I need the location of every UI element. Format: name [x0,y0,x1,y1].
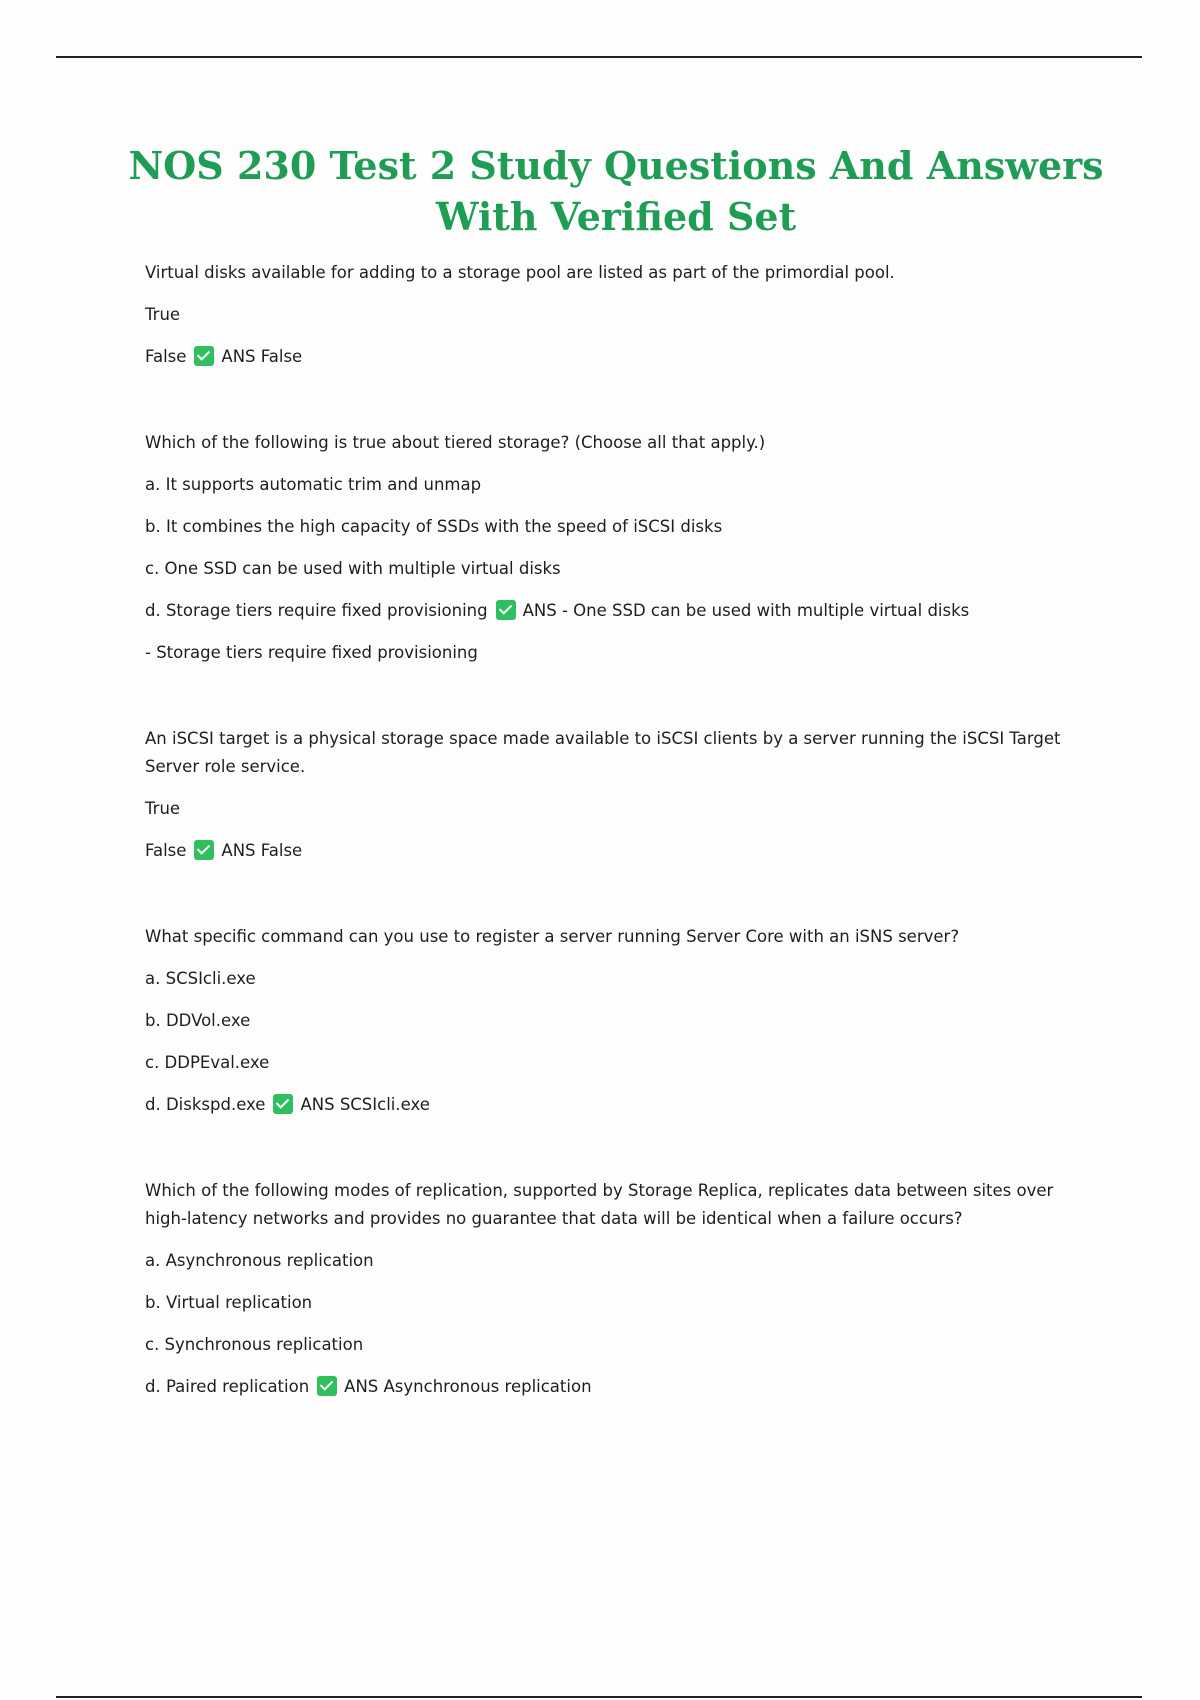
check-mark-icon [496,600,516,620]
question-stem: Which of the following is true about tiered storage? (Choose all that apply.) [145,433,766,452]
document-title: NOS 230 Test 2 Study Questions And Answers With Verified Set [128,143,1104,239]
correct-answer: ANS SCSIcli.exe [300,1095,430,1114]
correct-answer: ANS False [221,841,303,860]
correct-answer: ANS Asynchronous replication [344,1377,592,1396]
answer-option: c. DDPEval.exe [145,1053,270,1072]
answer-line [145,1373,1085,1401]
answer-line [145,1091,1085,1119]
question-block [145,259,1085,371]
answer-option: b. Virtual replication [145,1293,313,1312]
answer-line [145,597,1085,625]
check-mark-icon [273,1094,293,1114]
question-block [145,923,1085,1119]
correct-answer: ANS - One SSD can be used with multiple virtual disks [522,601,970,620]
check-mark-icon [317,1376,337,1396]
answer-option: a. SCSIcli.exe [145,969,256,988]
answer-option: True [145,305,181,324]
correct-answer: ANS False [221,347,303,366]
question-stem: An iSCSI target is a physical storage space made available to iSCSI clients by a server running the iSCSI Target Server role service. [145,729,1061,776]
answer-option: c. Synchronous replication [145,1335,364,1354]
answer-option: b. It combines the high capacity of SSDs with the speed of iSCSI disks [145,517,723,536]
answer-option: d. Diskspd.exe [145,1095,266,1114]
check-mark-icon [194,346,214,366]
question-block [145,725,1085,865]
answer-continuation: - Storage tiers require fixed provisioning [145,643,478,662]
answer-option: b. DDVol.exe [145,1011,251,1030]
answer-option: c. One SSD can be used with multiple virtual disks [145,559,561,578]
answer-option: d. Paired replication [145,1377,310,1396]
answer-option: a. Asynchronous replication [145,1251,374,1270]
check-mark-icon [194,840,214,860]
answer-option: False [145,347,187,366]
answer-line [145,837,1085,865]
answer-option: False [145,841,187,860]
question-stem: Virtual disks available for adding to a storage pool are listed as part of the primordial pool. [145,263,895,282]
header-rule [56,56,1142,58]
answer-option: d. Storage tiers require fixed provisioning [145,601,488,620]
answer-line [145,343,1085,371]
question-block [145,429,1085,667]
question-stem: Which of the following modes of replication, supported by Storage Replica, replicates data between sites over high-latency networks and provides no guarantee that data will be identical when a failure occurs? [145,1181,1054,1228]
answer-option: a. It supports automatic trim and unmap [145,475,482,494]
question-stem: What specific command can you use to register a server running Server Core with an iSNS server? [145,927,960,946]
document-body [145,259,1085,1415]
answer-option: True [145,799,181,818]
question-block [145,1177,1085,1401]
footer-rule [56,1696,1142,1698]
